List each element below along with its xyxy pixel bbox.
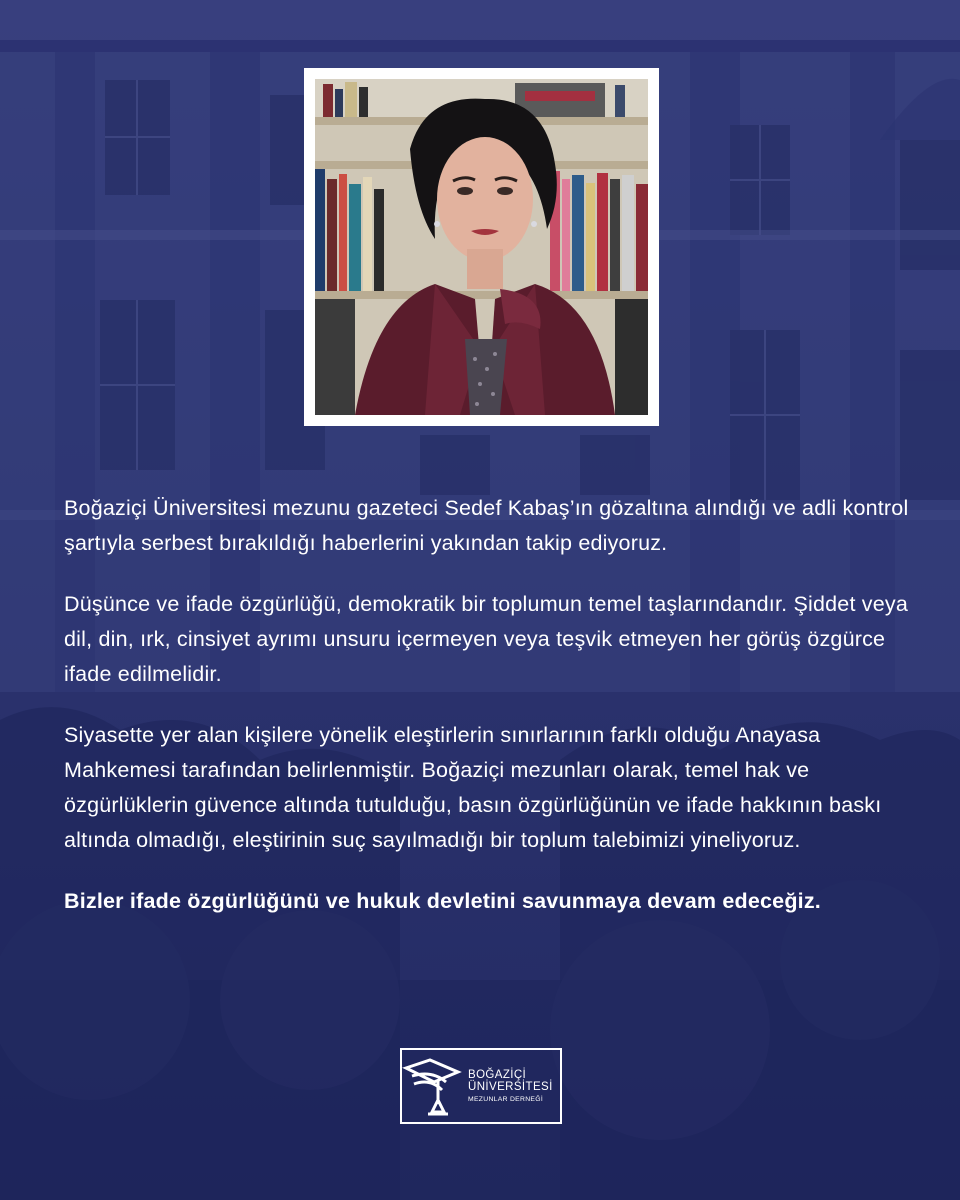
paragraph-3: Siyasette yer alan kişilere yönelik eleştirlerin sınırlarının farklı olduğu Anayasa Mahkemesi tarafından belirlenmiştir. Boğaziçi mezunları olarak, temel hak ve özgürlüklerin güvence altında tutulduğu, basın özgürlüğünün ve ifade hakkının baskı altında olmadığı, eleştirinin suç sayılmadığı bir toplum talebimizi yineliyoruz.	[64, 723, 882, 852]
closing-statement: Bizler ifade özgürlüğünü ve hukuk devletini savunmaya devam edeceğiz.	[64, 889, 821, 913]
logo-line-2: ÜNİVERSİTESİ	[468, 1081, 553, 1094]
statement-body	[64, 491, 924, 945]
portrait-photo	[315, 79, 648, 415]
paragraph-2: Düşünce ve ifade özgürlüğü, demokratik bir toplumun temel taşlarındandır. Şiddet veya dil, din, ırk, cinsiyet ayrımı unsuru içermeyen veya teşvik etmeyen her görüş özgürce ifade edilmelidir.	[64, 592, 909, 686]
paragraph-1: Boğaziçi Üniversitesi mezunu gazeteci Sedef Kabaş’ın gözaltına alındığı ve adli kontrol şartıyla serbest bırakıldığı haberlerini yakından takip ediyoruz.	[64, 496, 909, 555]
logo-line-1: BOĞAZİÇİ	[468, 1069, 527, 1082]
logo-line-3: MEZUNLAR DERNEĞİ	[468, 1095, 544, 1103]
bogazici-alumni-logo	[400, 1048, 562, 1124]
graduation-cap-icon	[402, 1050, 466, 1122]
portrait-frame	[304, 68, 659, 426]
